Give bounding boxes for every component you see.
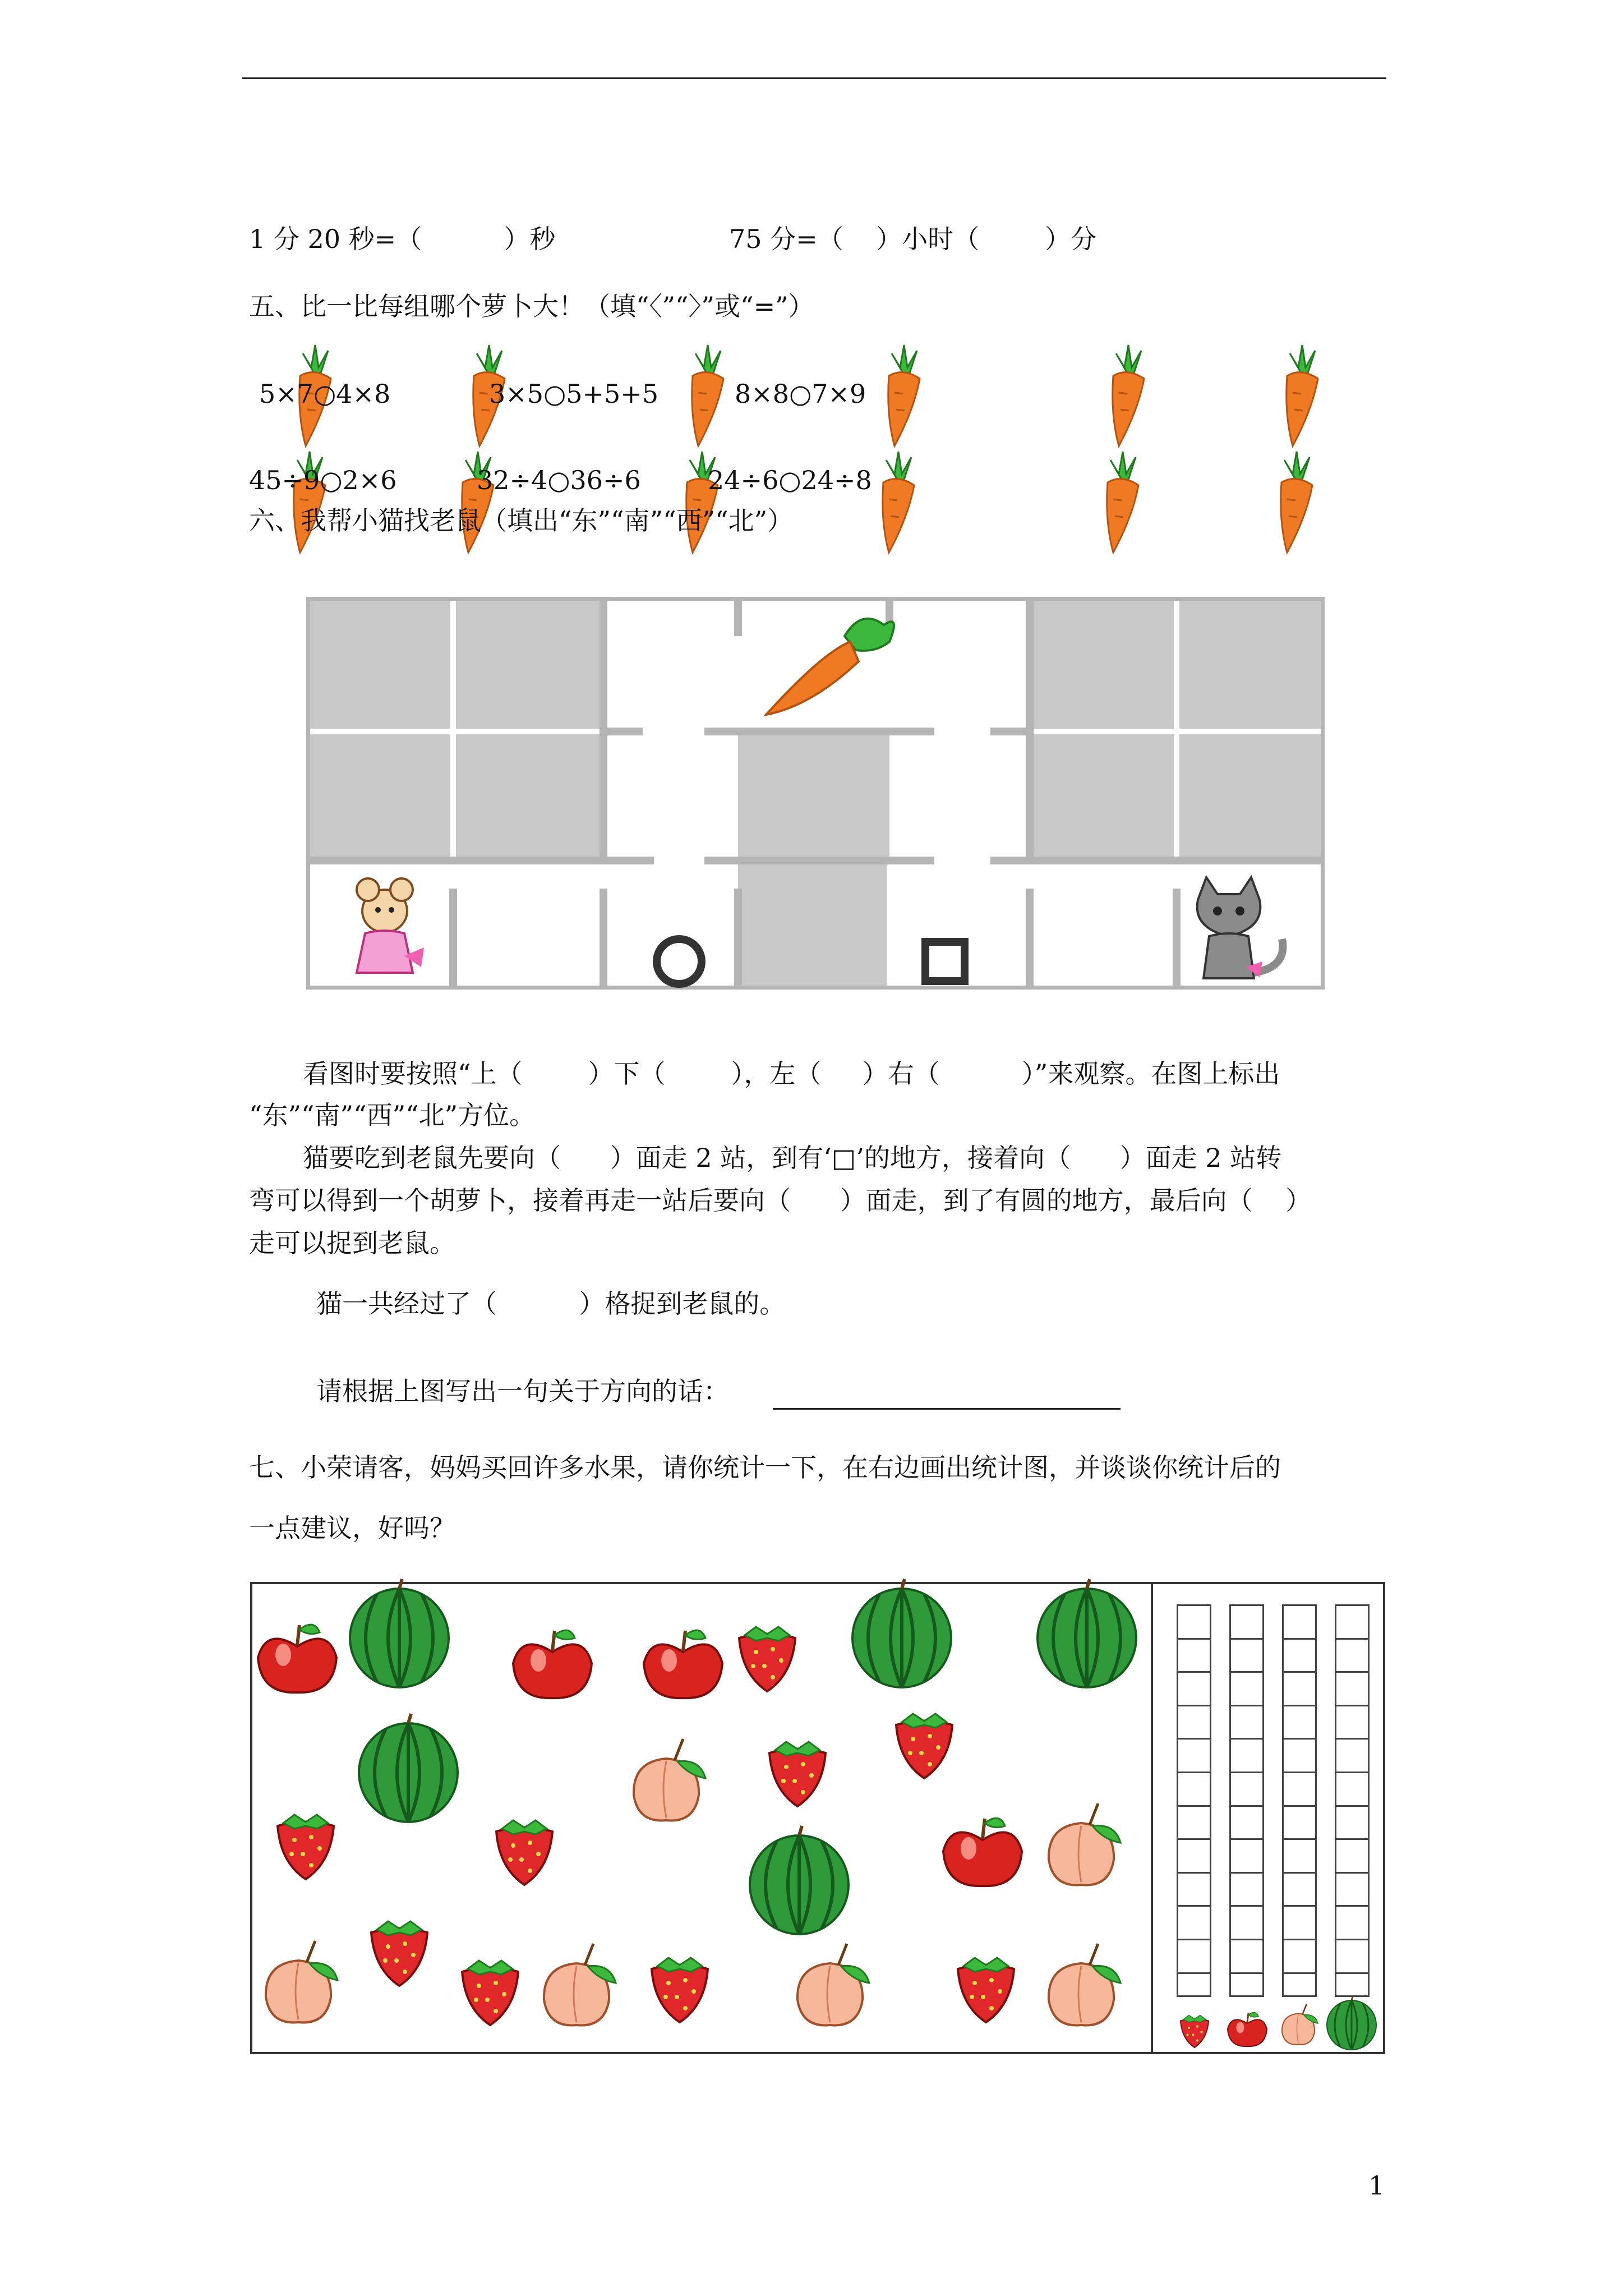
section6-p2c: 走可以捉到老鼠。 xyxy=(249,1228,455,1258)
section6-p1b: “东”“南”“西”“北”方位。 xyxy=(249,1100,536,1130)
page-number: 1 xyxy=(1368,2170,1385,2201)
strawberry-icon xyxy=(769,1742,826,1806)
section6-title: 六、我帮小猫找老鼠（填出“东”“南”“西”“北”） xyxy=(249,505,794,536)
section6-p2b: 弯可以得到一个胡萝卜，接着再走一站后要向（ ）面走，到了有圆的地方，最后向（ ） xyxy=(249,1185,1312,1216)
compare-5: 32÷4○36÷6 xyxy=(477,465,641,495)
strawberry-icon xyxy=(278,1815,334,1879)
section6-p4: 请根据上图写出一句关于方向的话： xyxy=(316,1376,729,1406)
compare-6: 24÷6○24÷8 xyxy=(708,465,872,495)
watermelon-icon xyxy=(852,1579,951,1687)
strawberry-icon xyxy=(1181,2016,1209,2048)
apple-icon xyxy=(644,1630,722,1698)
strawberry-icon xyxy=(496,1820,552,1885)
compare-3: 8×8○7×9 xyxy=(735,379,866,409)
time-question-b: 75 分=（ ）小时（ ）分 xyxy=(729,224,1097,254)
watermelon-icon xyxy=(359,1714,458,1822)
section6-p1a: 看图时要按照“上（ ）下（ ），左（ ）右（ ）”来观察。在图上标出 xyxy=(303,1059,1280,1089)
watermelon-icon xyxy=(1038,1579,1136,1687)
peach-icon xyxy=(266,1941,338,2022)
strawberry-icon xyxy=(652,1958,708,2022)
peach-icon xyxy=(634,1739,706,1820)
peach-icon xyxy=(1049,1944,1121,2025)
strawberry-icon xyxy=(958,1958,1014,2022)
strawberry-icon xyxy=(739,1627,795,1691)
strawberry-icon xyxy=(896,1714,952,1778)
apple-icon xyxy=(1228,2013,1267,2047)
peach-icon xyxy=(1282,2004,1318,2045)
compare-1: 5×7○4×8 xyxy=(259,379,391,409)
section7-line2: 一点建议，好吗？ xyxy=(249,1513,455,1543)
peach-icon xyxy=(797,1944,869,2025)
section6-p3: 猫一共经过了（ ）格捉到老鼠的。 xyxy=(316,1289,786,1319)
time-question-a: 1 分 20 秒=（ ）秒 xyxy=(249,224,556,254)
apple-icon xyxy=(943,1818,1022,1886)
apple-icon xyxy=(513,1630,592,1698)
strawberry-icon xyxy=(371,1921,427,1986)
compare-2: 3×5○5+5+5 xyxy=(489,379,659,409)
watermelon-icon xyxy=(350,1579,449,1687)
apple-icon xyxy=(258,1625,336,1692)
stats-grid-column[interactable] xyxy=(1229,1604,1264,1997)
watermelon-icon xyxy=(750,1826,849,1934)
stats-grid-column[interactable] xyxy=(1282,1604,1317,1997)
stats-grid-column[interactable] xyxy=(1335,1604,1370,1997)
section7-line1: 七、小荣请客，妈妈买回许多水果，请你统计一下，在右边画出统计图，并谈谈你统计后的 xyxy=(249,1452,1281,1483)
peach-icon xyxy=(544,1944,616,2025)
stats-grid-column[interactable] xyxy=(1177,1604,1211,1997)
section5-title: 五、比一比每组哪个萝卜大！（填“〈”“〉”或“=”） xyxy=(249,291,814,321)
compare-4: 45÷9○2×6 xyxy=(249,465,397,495)
section6-p2a: 猫要吃到老鼠先要向（ ）面走 2 站，到有‘□’的地方，接着向（ ）面走 2 站转 xyxy=(303,1143,1282,1173)
strawberry-icon xyxy=(462,1961,518,2025)
peach-icon xyxy=(1049,1803,1121,1885)
